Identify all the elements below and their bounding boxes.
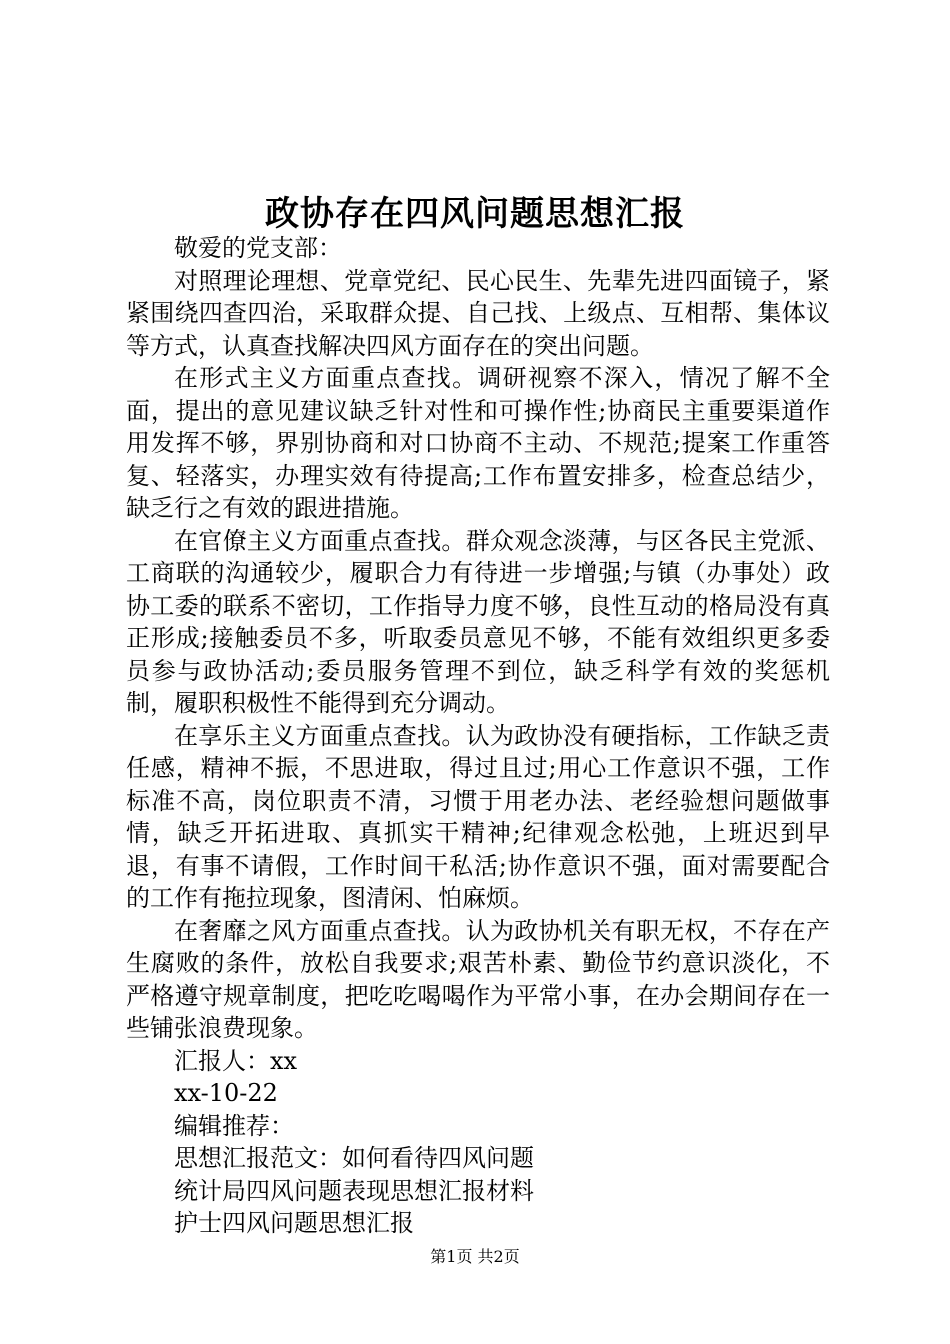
document-body <box>126 232 830 1240</box>
document-title: 政协存在四风问题思想汇报 <box>265 194 685 234</box>
recommend-link-3[interactable]: 护士四风问题思想汇报 <box>174 1209 414 1237</box>
paragraph-bureaucracy: 在官僚主义方面重点查找。群众观念淡薄，与区各民主党派、工商联的沟通较少，履职合力有待进一步增强;与镇（办事处）政协工委的联系不密切，工作指导力度不够，良性互动的格局没有真正形成;接触委员不多，听取委员意见不够，不能有效组织更多委员参与政协活动;委员服务管理不到位，缺乏科学有效的奖惩机制，履职积极性不能得到充分调动。 <box>126 526 830 717</box>
paragraph-hedonism: 在享乐主义方面重点查找。认为政协没有硬指标，工作缺乏责任感，精神不振，不思进取，得过且过;用心工作意识不强，工作标准不高，岗位职责不清，习惯于用老办法、老经验想问题做事情，缺乏开拓进取、真抓实干精神;纪律观念松弛，上班迟到早退，有事不请假，工作时间干私活;协作意识不强，面对需要配合的工作有拖拉现象，图清闲、怕麻烦。 <box>126 721 830 912</box>
recommend-link-2[interactable]: 统计局四风问题表现思想汇报材料 <box>174 1176 534 1205</box>
reporter-line: 汇报人：xx <box>174 1046 298 1075</box>
paragraph-extravagance: 在奢靡之风方面重点查找。认为政协机关有职无权，不存在产生腐败的条件，放松自我要求;艰苦朴素、勤俭节约意识淡化，不严格遵守规章制度，把吃吃喝喝作为平常小事，在办会期间存在一些铺张浪费现象。 <box>126 916 830 1042</box>
paragraph-intro: 对照理论理想、党章党纪、民心民生、先辈先进四面镜子，紧紧围绕四查四治，采取群众提、自己找、上级点、互相帮、集体议等方式，认真查找解决四风方面存在的突出问题。 <box>126 266 830 360</box>
salutation: 敬爱的党支部： <box>174 234 342 262</box>
page-number-footer: 第1页 共2页 <box>430 1247 520 1266</box>
report-date: xx-10-22 <box>174 1079 278 1107</box>
recommend-label: 编辑推荐： <box>174 1111 294 1140</box>
paragraph-formalism: 在形式主义方面重点查找。调研视察不深入，情况了解不全面，提出的意见建议缺乏针对性和可操作性;协商民主重要渠道作用发挥不够，界别协商和对口协商不主动、不规范;提案工作重答复、轻落实，办理实效有待提高;工作布置安排多，检查总结少，缺乏行之有效的跟进措施。 <box>126 364 830 522</box>
recommend-link-1[interactable]: 思想汇报范文：如何看待四风问题 <box>174 1144 534 1172</box>
